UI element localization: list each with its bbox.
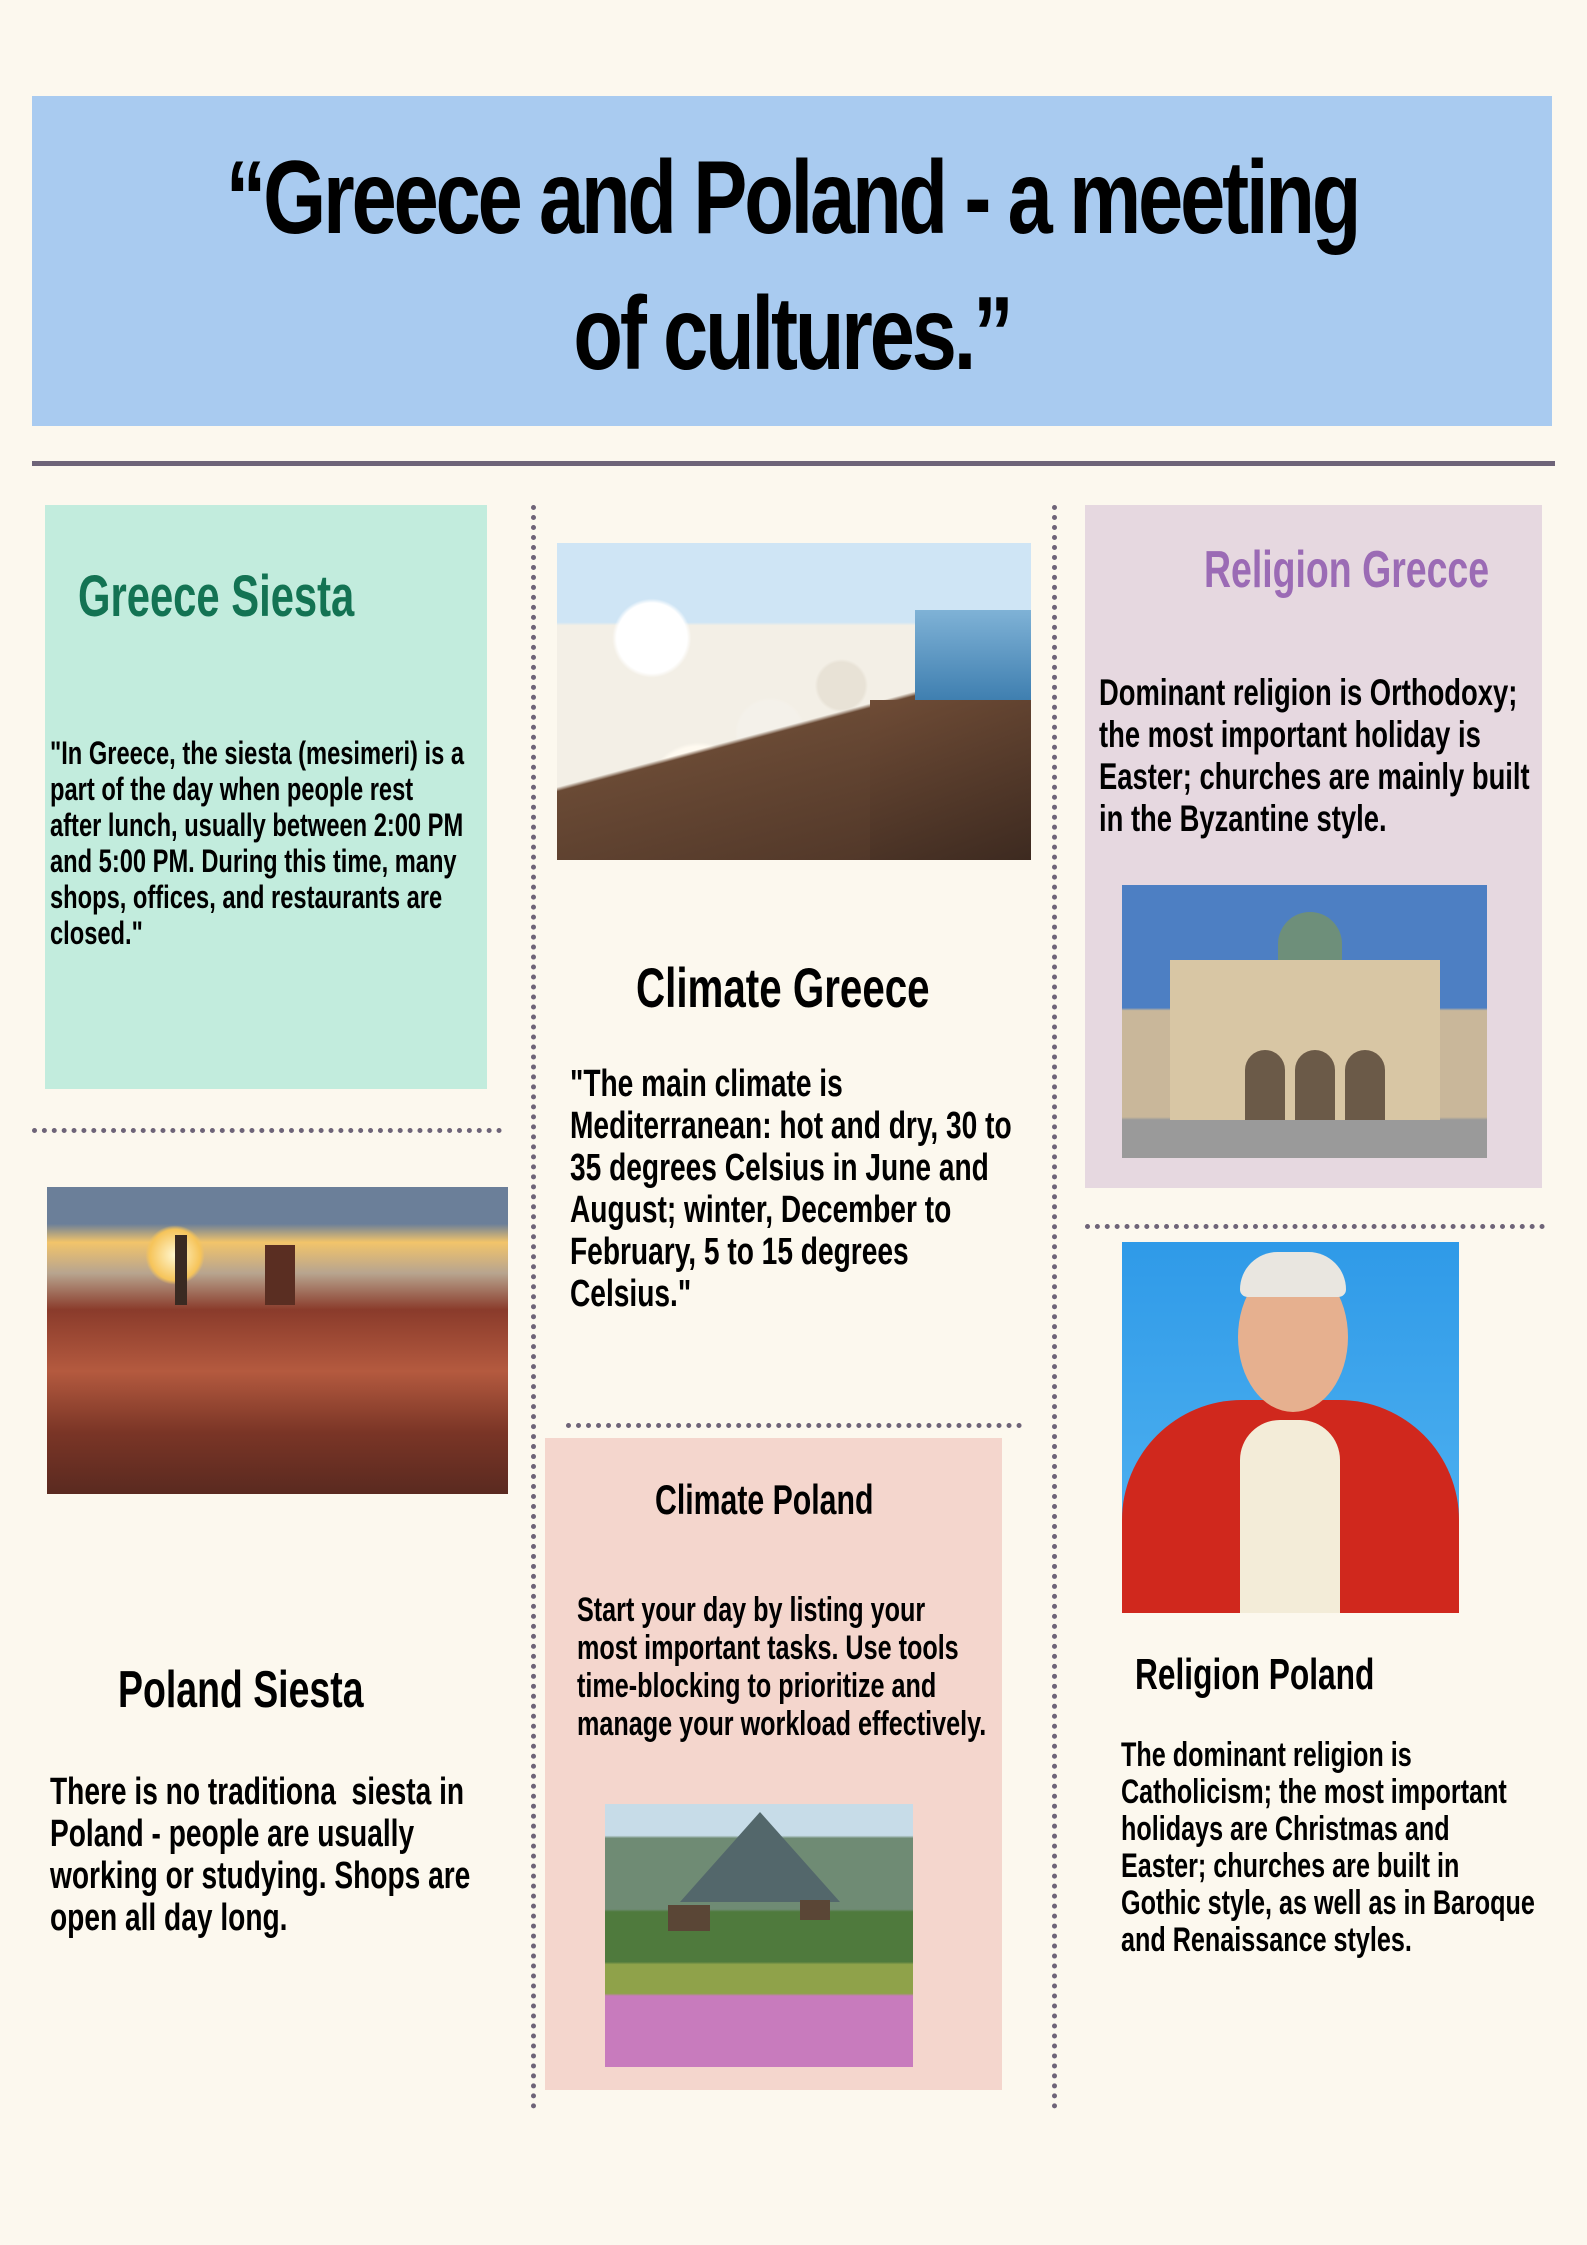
row-divider-right <box>1085 1224 1545 1229</box>
climate-greece-heading: Climate Greece <box>636 956 930 1019</box>
mountain-hut <box>800 1900 830 1920</box>
hair <box>1240 1252 1346 1297</box>
santorini-cliff <box>870 700 1031 860</box>
climate-poland-heading: Climate Poland <box>655 1476 874 1523</box>
column-divider-left <box>531 505 536 2110</box>
religion-poland-heading: Religion Poland <box>1135 1650 1375 1699</box>
religion-greece-text: Dominant religion is Orthodoxy; the most important holiday is Easter; churches are mainly built in the Byzantine style. <box>1099 672 1530 839</box>
title-banner <box>32 96 1552 426</box>
church-arch <box>1345 1050 1385 1120</box>
santorini-sea <box>915 610 1031 700</box>
poland-siesta-text: There is no traditiona siesta in Poland - people are usually working or studying. Shops are open all day long. <box>50 1771 479 1939</box>
church-arch <box>1245 1050 1285 1120</box>
church-tower <box>265 1245 295 1305</box>
climate-poland-text: Start your day by listing your most important tasks. Use tools time-blocking to prioritize and manage your workload effectively. <box>577 1591 987 1743</box>
white-cassock <box>1240 1420 1340 1613</box>
greece-siesta-heading: Greece Siesta <box>78 564 355 629</box>
greece-siesta-text: "In Greece, the siesta (mesimeri) is a part of the day when people rest after lunch, usually between 2:00 PM and 5:00 PM. During this time, many shops, offices, and restaurants are closed." <box>50 735 464 951</box>
poland-siesta-heading: Poland Siesta <box>118 1661 364 1719</box>
religion-greece-heading: Religion Grecce <box>1204 541 1490 599</box>
gdansk-city-photo <box>47 1187 508 1494</box>
mountain-hut <box>668 1905 710 1931</box>
page-title: “Greece and Poland - a meeting of cultures.” <box>225 140 1359 392</box>
row-divider-center <box>566 1423 1022 1428</box>
column-divider-right <box>1052 505 1057 2110</box>
title-divider <box>32 461 1555 466</box>
religion-poland-text: The dominant religion is Catholicism; the most important holidays are Christmas and Easter; churches are built in Gothic style, as well as in Baroque and Renaissance styles. <box>1121 1736 1535 1959</box>
row-divider-left <box>32 1128 502 1133</box>
climate-greece-text: "The main climate is Mediterranean: hot and dry, 30 to 35 degrees Celsius in June and August; winter, December to February, 5 to 15 degrees Celsius." <box>570 1063 1012 1315</box>
town-hall-tower <box>175 1235 187 1305</box>
mountain-peak <box>680 1812 840 1902</box>
church-arch <box>1295 1050 1335 1120</box>
